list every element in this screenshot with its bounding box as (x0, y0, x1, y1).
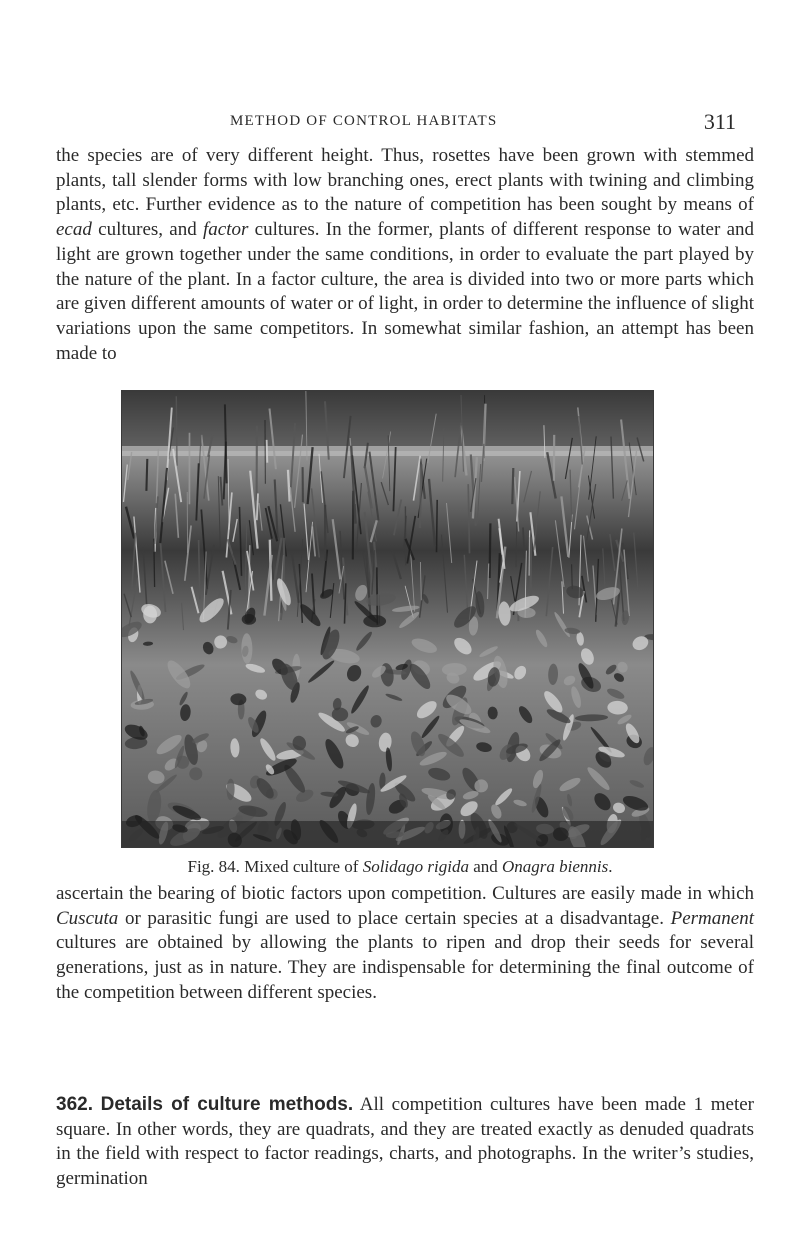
text-run: cultures are obtained by allowing the plants to ripen and drop their seeds for several generations, just as in nature. They are indispensable for determining the final outcome of the competition between different species. (56, 932, 754, 1003)
italic-term-cuscuta: Cuscuta (56, 907, 119, 929)
figure-label: Fig. 84. (187, 857, 240, 876)
running-head: METHOD OF CONTROL HABITATS (230, 113, 498, 129)
paragraph-text (56, 882, 754, 1006)
section-paragraph (56, 1093, 754, 1192)
section-title: Details of culture methods. (100, 1094, 354, 1115)
italic-term-ecad: ecad (56, 219, 92, 241)
species-name-solidago: Solidago rigida (362, 857, 469, 876)
caption-text: . (608, 857, 613, 876)
species-name-onagra: Onagra biennis (502, 857, 609, 876)
page-number: 311 (703, 109, 736, 134)
paragraph-middle (56, 882, 754, 1006)
paragraph-text (56, 144, 754, 366)
italic-term-factor: factor (202, 219, 249, 241)
text-run: ascertain the bearing of biotic factors upon competition. Cultures are easily made in which (56, 883, 754, 904)
text-run: All competition cultures have been made 1 meter square. In other words, they are quadrats, and they are treated exactly as denuded quadrats in the field with respect to factor readings, charts, and photographs. In the writer’s studies, germination (56, 1094, 755, 1190)
section-number: 362. (56, 1094, 93, 1115)
ground-shadow (122, 821, 653, 847)
italic-term-permanent: Permanent (670, 907, 754, 929)
paragraph-text (56, 1093, 754, 1192)
paragraph-top (56, 144, 754, 366)
figure-caption (0, 857, 800, 877)
text-run: or parasitic fungi are used to place certain species at a disadvantage. (118, 907, 671, 929)
figure-photograph (121, 390, 654, 848)
text-run: cultures, and (91, 219, 203, 241)
text-run: cultures. In the former, plants of different response to water and light are grown together under the same conditions, in order to evaluate the part played by the nature of the plant. In a factor culture, the area is divided into two or more parts which are given different amounts of water or of light, in order to determine the influence of slight variations upon the same competitors. In somewhat similar fashion, an attempt has been made to (56, 219, 755, 364)
plant-culture-photo (122, 391, 653, 847)
caption-text: Mixed culture of (244, 857, 363, 876)
caption-text: and (468, 857, 502, 876)
text-run: the species are of very different height. Thus, rosettes have been grown with stemmed plants, tall slender forms with low branching ones, erect plants with twining and climbing plants, etc. Further evidence as to the nature of competition has been sought by means of (56, 145, 754, 216)
page-header (56, 111, 756, 135)
